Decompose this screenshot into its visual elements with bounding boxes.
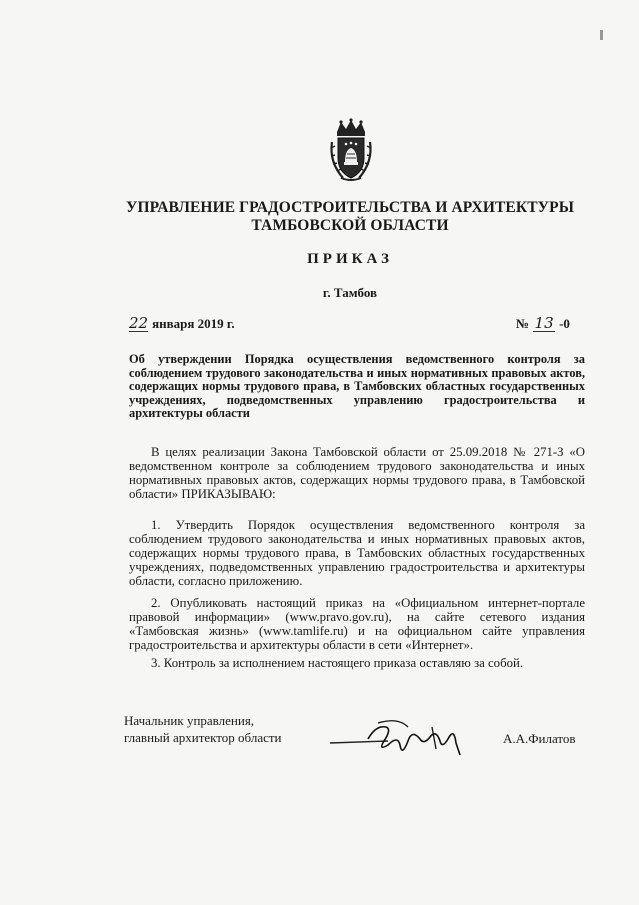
order-item-1: 1. Утвердить Порядок осуществления ведомственного контроля за соблюдением трудового законодательства и иных нормативных правовых актов, содержащих нормы трудового права, в Тамбовских областных государственных учреждениях, подведомственных управлению градостроительства и архитектуры области, согласно приложению. [129, 518, 585, 588]
handwritten-signature-icon [328, 715, 488, 765]
document-number [516, 316, 570, 332]
date-day-handwritten: 22 [129, 314, 149, 332]
document-type-title: ПРИКАЗ [307, 251, 393, 267]
signatory-position [124, 712, 282, 746]
document-date [129, 316, 235, 332]
organization-name-line1: УПРАВЛЕНИЕ ГРАДОСТРОИТЕЛЬСТВА И АРХИТЕКТУРЫ [125, 199, 575, 216]
organization-name-line2: ТАМБОВСКОЙ ОБЛАСТИ [251, 217, 449, 234]
coat-of-arms-icon [327, 118, 375, 184]
number-handwritten: 13 [534, 314, 554, 332]
date-month-year: января 2019 г. [152, 316, 235, 331]
order-item-2: 2. Опубликовать настоящий приказ на «Официальном интернет-портале правовой информации» (www.pravo.gov.ru), на сайте сетевого издания «Тамбовская жизнь» (www.tamlife.ru) и на официальном сайте управления градостроительства и архитектуры области в сети «Интернет». [129, 596, 585, 652]
signatory-name: А.А.Филатов [503, 731, 576, 746]
signatory-position-line2: главный архитектор области [124, 730, 282, 745]
preamble-paragraph: В целях реализации Закона Тамбовской области от 25.09.2018 № 271-З «О ведомственном контроле за соблюдением трудового законодательства и иных нормативных правовых актов, содержащих нормы трудового права, в Тамбовской области» ПРИКАЗЫВАЮ: [129, 445, 585, 501]
number-suffix: -0 [559, 316, 570, 331]
scan-mark [600, 30, 603, 40]
document-city: г. Тамбов [322, 285, 378, 300]
signatory-position-line1: Начальник управления, [124, 713, 255, 728]
number-sign: № [516, 316, 530, 331]
order-item-3: 3. Контроль за исполнением настоящего приказа оставляю за собой. [151, 656, 524, 670]
document-subject: Об утверждении Порядка осуществления ведомственного контроля за соблюдением трудового законодательства и иных нормативных правовых актов, содержащих нормы трудового права, в Тамбовских областных государственных учреждениях, подведомственных управлению градостроительства и архитектуры области [129, 352, 585, 420]
